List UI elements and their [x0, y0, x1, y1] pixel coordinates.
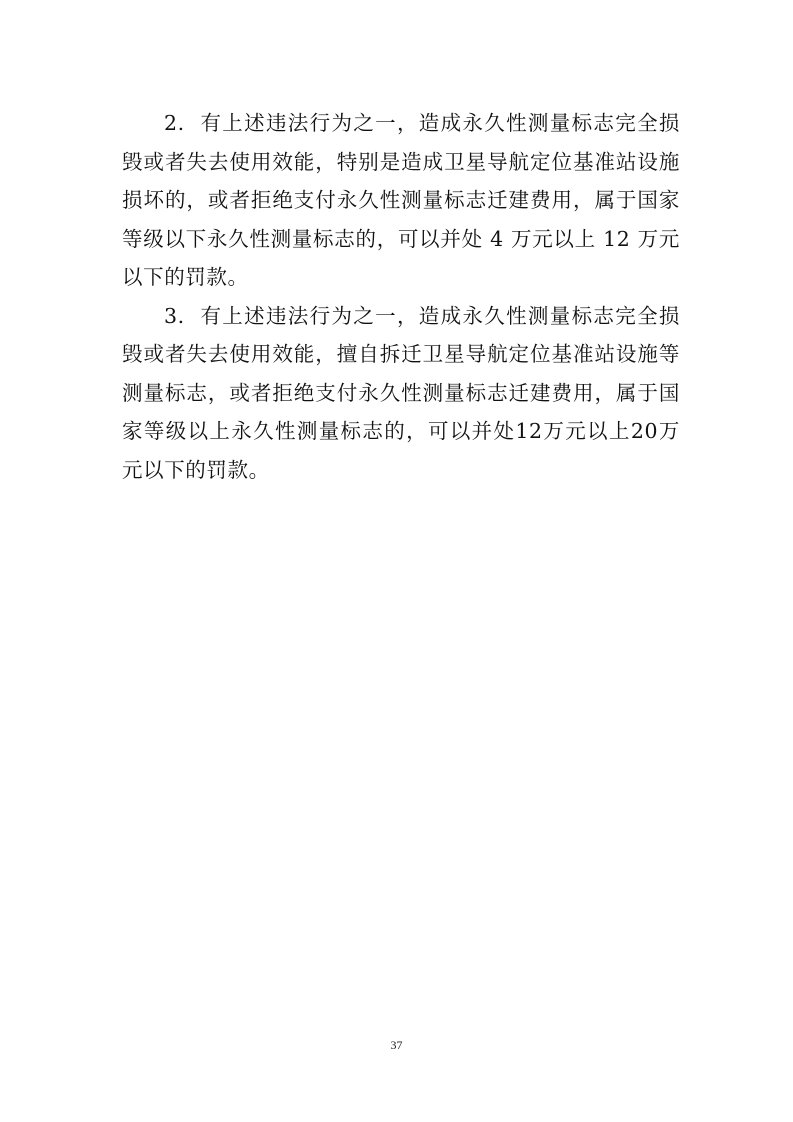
- paragraph-item-2: [122, 104, 680, 297]
- page-number: 37: [390, 1038, 403, 1052]
- paragraph-number: 2.: [164, 111, 185, 135]
- document-body: [122, 104, 680, 489]
- paragraph-number: 3.: [164, 303, 185, 328]
- paragraph-text: 有上述违法行为之一，造成永久性测量标志完全损毁或者失去使用效能，擅自拆迁卫星导航定位基准站设施等测量标志，或者拒绝支付永久性测量标志迁建费用，属于国家等级以上永久性测量标志的，可以并处12万元以上20万元以下的罚款。: [122, 303, 681, 482]
- paragraph-text: 有上述违法行为之一，造成永久性测量标志完全损毁或者失去使用效能，特别是造成卫星导航定位基准站设施损坏的，或者拒绝支付永久性测量标志迁建费用，属于国家等级以下永久性测量标志的，可以并处 4 万元以上 12 万元以下的罚款。: [122, 111, 681, 289]
- paragraph-item-3: [122, 297, 680, 490]
